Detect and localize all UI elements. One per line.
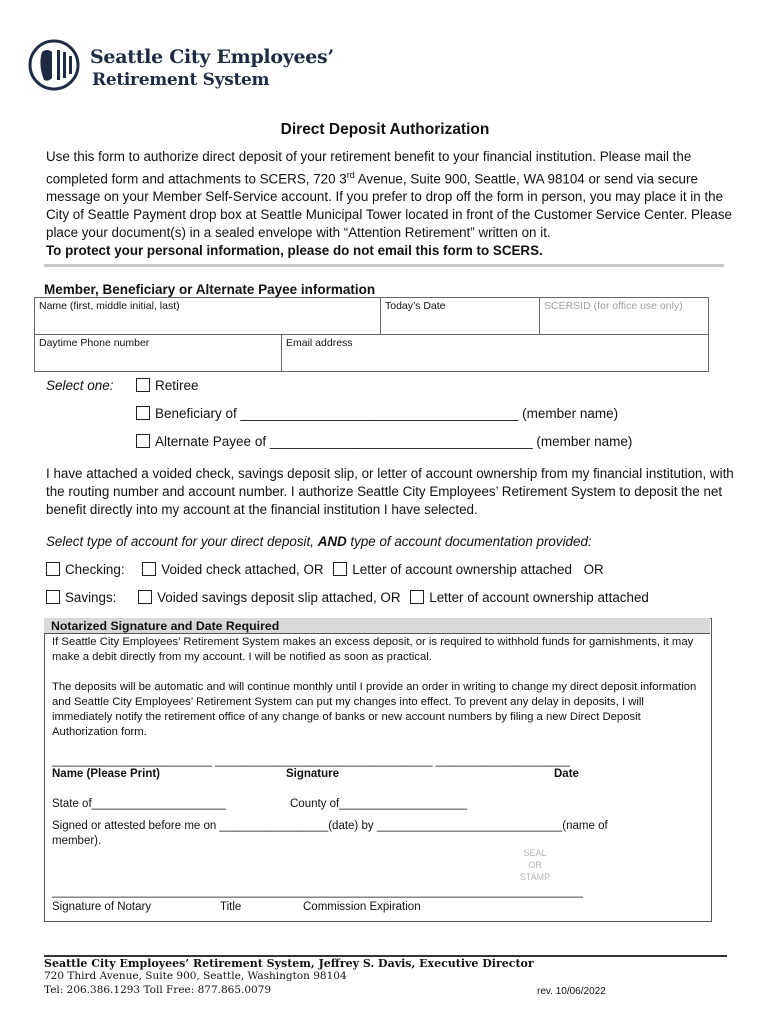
revision-date: rev. 10/06/2022 [537, 986, 606, 997]
form-title: Direct Deposit Authorization [280, 121, 490, 138]
signed-before-line[interactable]: Signed or attested before me on _________________(date) by _____________________________(name of [52, 820, 608, 832]
date-label: Date [554, 768, 579, 780]
phone-field[interactable]: Daytime Phone number [35, 335, 282, 372]
account-type-prompt: Select type of account for your direct deposit, AND type of account documentation provided: [46, 534, 592, 549]
name-print-label: Name (Please Print) [52, 768, 161, 780]
notary-title-label: Title [220, 901, 242, 913]
authorization-paragraph: I have attached a voided check, savings deposit slip, or letter of account ownership from my financial institution, with the routing number and account number. I authorize Seattle City Employees’ Retirement System to deposit the net benefit directly into my account at the financial institution I have selected. [46, 466, 734, 517]
member-section-heading: Member, Beneficiary or Alternate Payee information [44, 282, 376, 297]
retiree-checkbox[interactable] [136, 378, 150, 392]
option-alternate-payee[interactable]: Alternate Payee of ___________________________________ (member name) [136, 434, 632, 449]
voided-check-checkbox[interactable] [142, 562, 156, 576]
scersid-field: SCERSID (for office use only) [540, 298, 709, 335]
select-one-label: Select one: [46, 378, 114, 393]
alternate-payee-checkbox[interactable] [136, 434, 150, 448]
email-field[interactable]: Email address [282, 335, 709, 372]
checking-row: Checking: Voided check attached, OR Letter of account ownership attached OR [46, 562, 604, 577]
notary-signature-line[interactable]: ___________________________________________________________________________________ [52, 886, 583, 898]
excess-deposit-paragraph: If Seattle City Employees’ Retirement System makes an excess deposit, or is required to withhold funds for garnishments, it may make a debit directly from my account. I will be notified as soon as practical. [52, 636, 694, 663]
beneficiary-checkbox[interactable] [136, 406, 150, 420]
seal-placeholder: SEAL OR STAMP [519, 848, 551, 882]
option-beneficiary[interactable]: Beneficiary of _____________________________________ (member name) [136, 406, 618, 421]
checking-checkbox[interactable] [46, 562, 60, 576]
org-name-line1: Seattle City Employees’ [90, 46, 334, 68]
footer-phone: Tel: 206.386.1293 Toll Free: 877.865.0079 [44, 984, 272, 996]
letter-savings-checkbox[interactable] [410, 590, 424, 604]
seattle-logo-icon [28, 38, 80, 92]
privacy-warning: To protect your personal information, please do not email this form to SCERS. [46, 243, 543, 259]
letter-checking-checkbox[interactable] [333, 562, 347, 576]
signature-label: Signature [286, 768, 340, 780]
savings-checkbox[interactable] [46, 590, 60, 604]
org-name-line2: Retirement System [92, 70, 270, 90]
commission-expiration-label: Commission Expiration [303, 901, 421, 913]
name-field[interactable]: Name (first, middle initial, last) [35, 298, 381, 335]
notary-heading: Notarized Signature and Date Required [51, 619, 280, 633]
voided-slip-checkbox[interactable] [138, 590, 152, 604]
automatic-deposit-paragraph: The deposits will be automatic and will continue monthly until I provide an order in writing to change my direct deposit information and Seattle City Employees’ Retirement System can put my changes into effect. To prevent any delay in deposits, I will immediately notify the retirement office of any change of banks or new account numbers by filing a new Direct Deposit Authorization form. [52, 681, 697, 738]
footer-org: Seattle City Employees’ Retirement System, Jeffrey S. Davis, Executive Director [44, 957, 534, 970]
state-field[interactable]: State of_____________________ [52, 798, 226, 810]
footer-address: 720 Third Avenue, Suite 900, Seattle, Washington 98104 [44, 970, 347, 982]
todays-date-field[interactable]: Today’s Date [381, 298, 540, 335]
signature-lines[interactable]: _________________________ __________________________________ _____________________ [52, 755, 571, 767]
notary-signature-label: Signature of Notary [52, 901, 152, 913]
county-field[interactable]: County of____________________ [290, 798, 468, 810]
signed-before-line-end: member). [52, 835, 102, 847]
savings-row: Savings: Voided savings deposit slip attached, OR Letter of account ownership attached [46, 590, 649, 605]
divider [44, 264, 724, 267]
member-info-table [34, 297, 709, 372]
option-retiree[interactable]: Retiree [136, 378, 199, 393]
intro-paragraph: Use this form to authorize direct deposit of your retirement benefit to your financial institution. Please mail the completed form and attachments to SCERS, 720 3rd Avenue, Suite 900, Seattle, WA 98104 or send via secure message on your Member Self-Service account. If you prefer to drop off the form in person, you may place it in the City of Seattle Payment drop box at Seattle Municipal Tower located in front of the Customer Service Center. Please place your document(s) in a sealed envelope with “Attention Retirement” written on it. To protect your personal information, please do not email this form to SCERS. [46, 149, 733, 259]
